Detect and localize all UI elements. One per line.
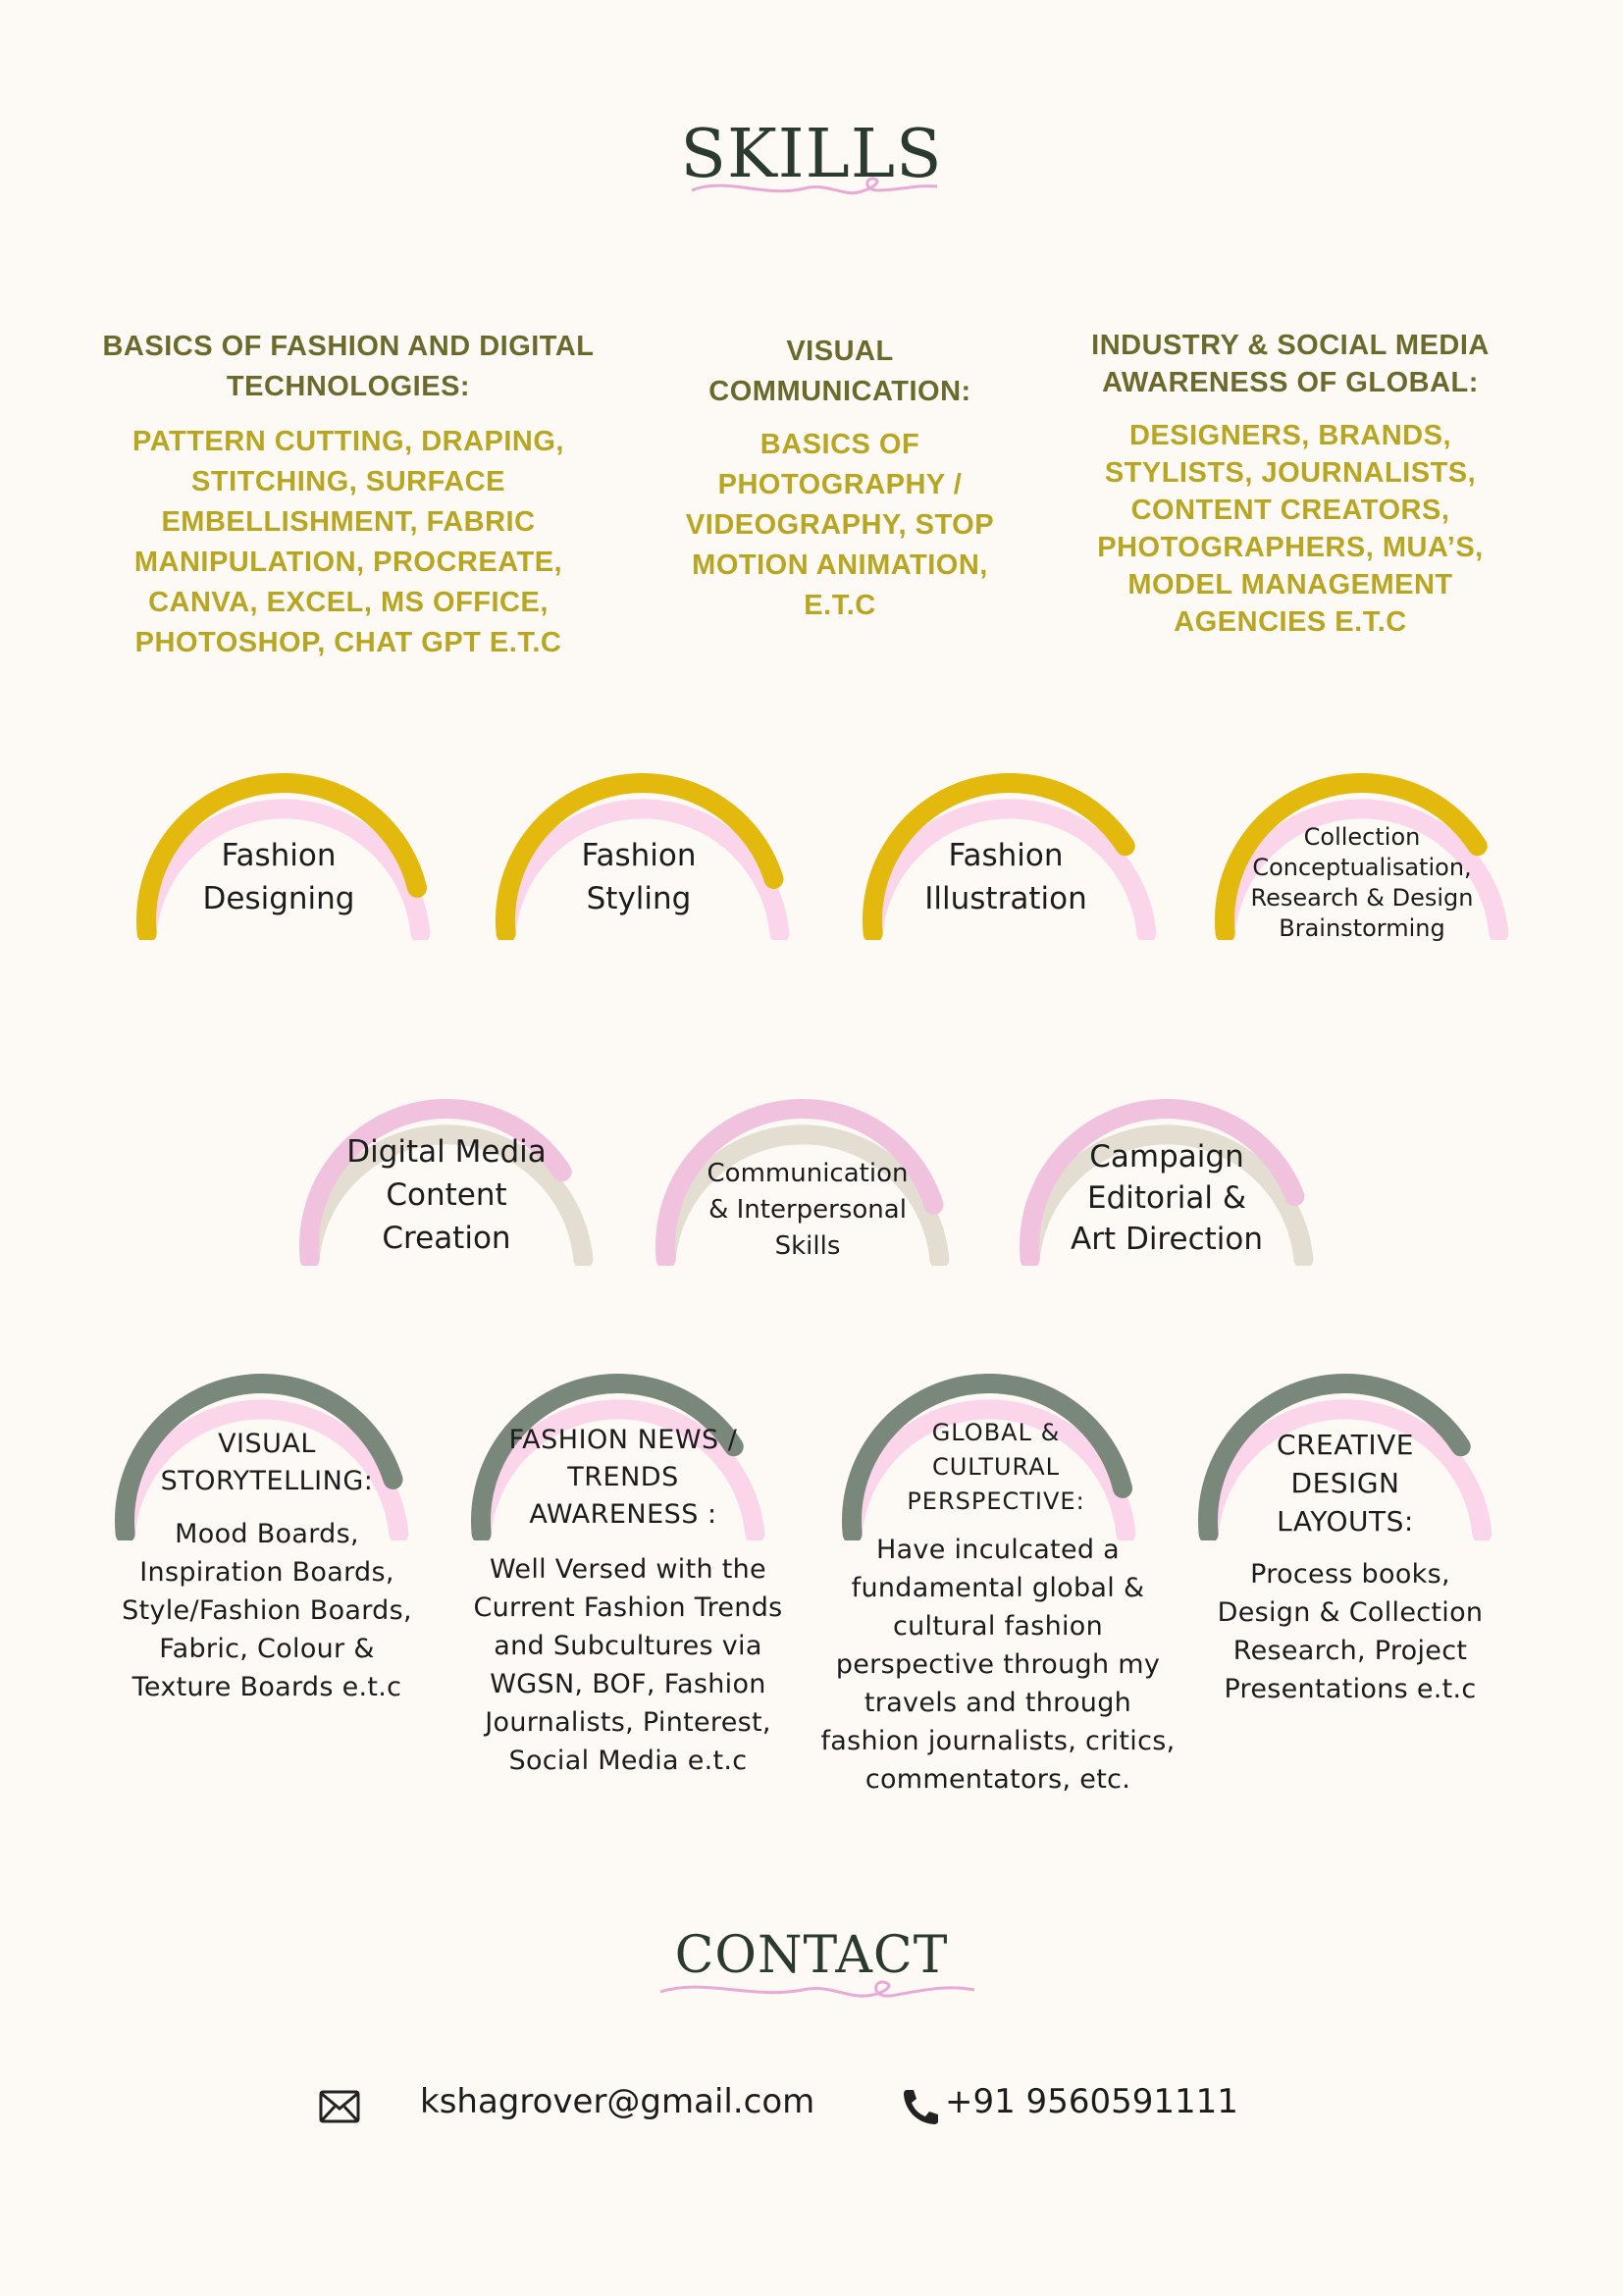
category-title: VISUAL COMMUNICATION: — [708, 336, 971, 407]
skill-description: Have inculcated a fundamental global & cultural fashion perspective through my travels and through fashion journalists, critics, commentators, etc. — [820, 1535, 1176, 1795]
skills-swirl-ornament — [687, 169, 942, 208]
phone-icon — [901, 2087, 940, 2126]
skill-label: Communication & Interpersonal Skills — [707, 1159, 909, 1261]
skill-label: Fashion Designing — [202, 838, 355, 916]
skill-label: Fashion Styling — [581, 838, 697, 916]
category-body: PATTERN CUTTING, DRAPING, STITCHING, SURFACE EMBELLISHMENT, FABRIC MANIPULATION, PROCREATE, CANVA, EXCEL, MS OFFICE, PHOTOSHOP, CHAT GPT E.T.C — [132, 426, 564, 658]
category-title: BASICS OF FASHION AND DIGITAL TECHNOLOGIES: — [102, 331, 595, 402]
email-text[interactable]: kshagrover@gmail.com — [420, 2082, 815, 2121]
skill-label: CREATIVE DESIGN LAYOUTS: — [1277, 1429, 1414, 1538]
skill-label: VISUAL STORYTELLING: — [160, 1429, 374, 1496]
skill-label: GLOBAL & CULTURAL PERSPECTIVE: — [907, 1419, 1085, 1515]
category-body: BASICS OF PHOTOGRAPHY / VIDEOGRAPHY, STOP MOTION ANIMATION, E.T.C — [685, 429, 995, 621]
skill-description: Mood Boards, Inspiration Boards, Style/Fashion Boards, Fabric, Colour & Texture Boards e.t.c — [122, 1519, 412, 1702]
skill-label: Campaign Editorial & Art Direction — [1070, 1139, 1263, 1257]
skills-heading: SKILLS — [680, 116, 943, 193]
skill-label: FASHION NEWS / TRENDS AWARENESS : — [508, 1425, 738, 1530]
skill-description: Well Versed with the Current Fashion Trends and Subcultures via WGSN, BOF, Fashion Journalists, Pinterest, Social Media e.t.c — [473, 1554, 783, 1776]
category-title: INDUSTRY & SOCIAL MEDIA AWARENESS OF GLOBAL: — [1091, 330, 1490, 398]
contact-swirl-ornament — [655, 1970, 979, 2015]
skill-label: Digital Media Content Creation — [346, 1134, 547, 1256]
phone-text[interactable]: +91 9560591111 — [945, 2082, 1238, 2121]
category-body: DESIGNERS, BRANDS, STYLISTS, JOURNALISTS, CONTENT CREATORS, PHOTOGRAPHERS, MUA’S, MODEL MANAGEMENT AGENCIES E.T.C — [1097, 420, 1484, 638]
contact-heading: CONTACT — [674, 1926, 949, 1985]
envelope-icon — [319, 2090, 360, 2123]
skill-label: Collection Conceptualisation, Research & Design Brainstorming — [1250, 823, 1474, 942]
skill-label: Fashion Illustration — [924, 838, 1087, 916]
skill-description: Process books, Design & Collection Research, Project Presentations e.t.c — [1217, 1559, 1484, 1704]
